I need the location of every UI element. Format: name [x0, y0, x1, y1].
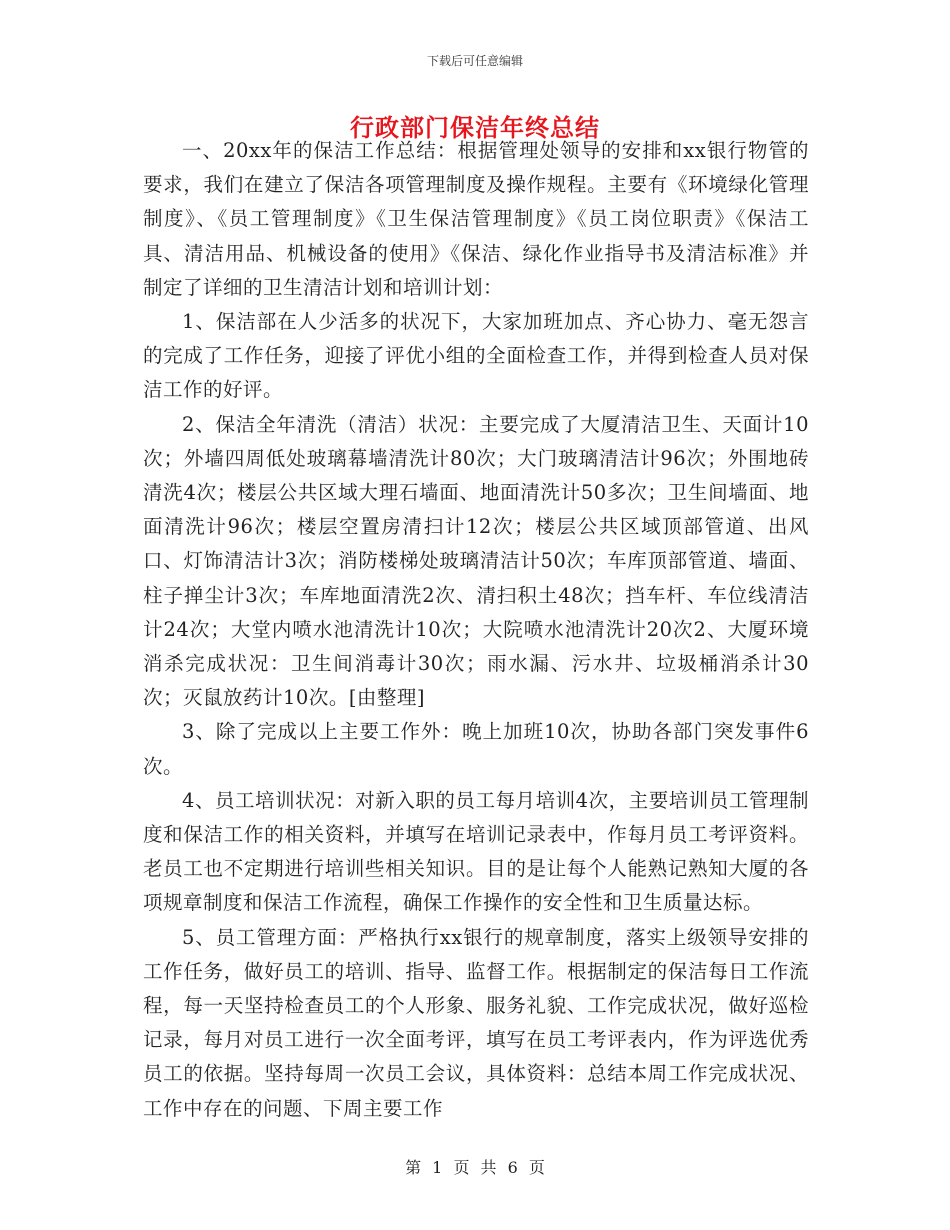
document-body	[143, 134, 809, 1126]
document-title: 行政部门保洁年终总结	[350, 113, 600, 142]
header-note: 下载后可任意编辑	[426, 54, 523, 68]
paragraph-intro: 一、20xx年的保洁工作总结：根据管理处领导的安排和xx银行物管的要求，我们在建立了保洁各项管理制度及操作规程。主要有《环境绿化管理制度》、《员工管理制度》《卫生保洁管理制度》《员工岗位职责》《保洁工具、清洁用品、机械设备的使用》《保洁、绿化作业指导书及清洁标准》并制定了详细的卫生清洁计划和培训计划：	[143, 139, 809, 299]
page-indicator: 第 1 页 共 6 页	[405, 1158, 545, 1177]
paragraph-item-4: 4、员工培训状况：对新入职的员工每月培训4次，主要培训员工管理制度和保洁工作的相关资料，并填写在培训记录表中，作每月员工考评资料。老员工也不定期进行培训些相关知识。目的是让每个人能熟记熟知大厦的各项规章制度和保洁工作流程，确保工作操作的安全性和卫生质量达标。	[143, 788, 809, 915]
paragraph-item-5: 5、员工管理方面：严格执行xx银行的规章制度，落实上级领导安排的工作任务，做好员工的培训、指导、监督工作。根据制定的保洁每日工作流程，每一天坚持检查员工的个人形象、服务礼貌、工作完成状况，做好巡检记录，每月对员工进行一次全面考评，填写在员工考评表内，作为评选优秀员工的依据。坚持每周一次员工会议，具体资料：总结本周工作完成状况、工作中存在的问题、下周主要工作	[143, 925, 809, 1120]
paragraph-item-3: 3、除了完成以上主要工作外：晚上加班10次，协助各部门突发事件6次。	[143, 720, 809, 778]
paragraph-item-2: 2、保洁全年清洗（清洁）状况：主要完成了大厦清洁卫生、天面计10次；外墙四周低处玻璃幕墙清洗计80次；大门玻璃清洁计96次；外围地砖清洗4次；楼层公共区域大理石墙面、地面清洗计50多次；卫生间墙面、地面清洗计96次；楼层空置房清扫计12次；楼层公共区域顶部管道、出风口、灯饰清洁计3次；消防楼梯处玻璃清洁计50次；车库顶部管道、墙面、柱子掸尘计3次；车库地面清洗2次、清扫积土48次；挡车杆、车位线清洁计24次；大堂内喷水池清洗计10次；大院喷水池清洗计20次2、大厦环境消杀完成状况：卫生间消毒计30次；雨水漏、污水井、垃圾桶消杀计30次；灭鼠放药计10次。[由整理]	[143, 412, 809, 710]
paragraph-item-1: 1、保洁部在人少活多的状况下，大家加班加点、齐心协力、毫无怨言的完成了工作任务，迎接了评优小组的全面检查工作，并得到检查人员对保洁工作的好评。	[143, 310, 809, 402]
